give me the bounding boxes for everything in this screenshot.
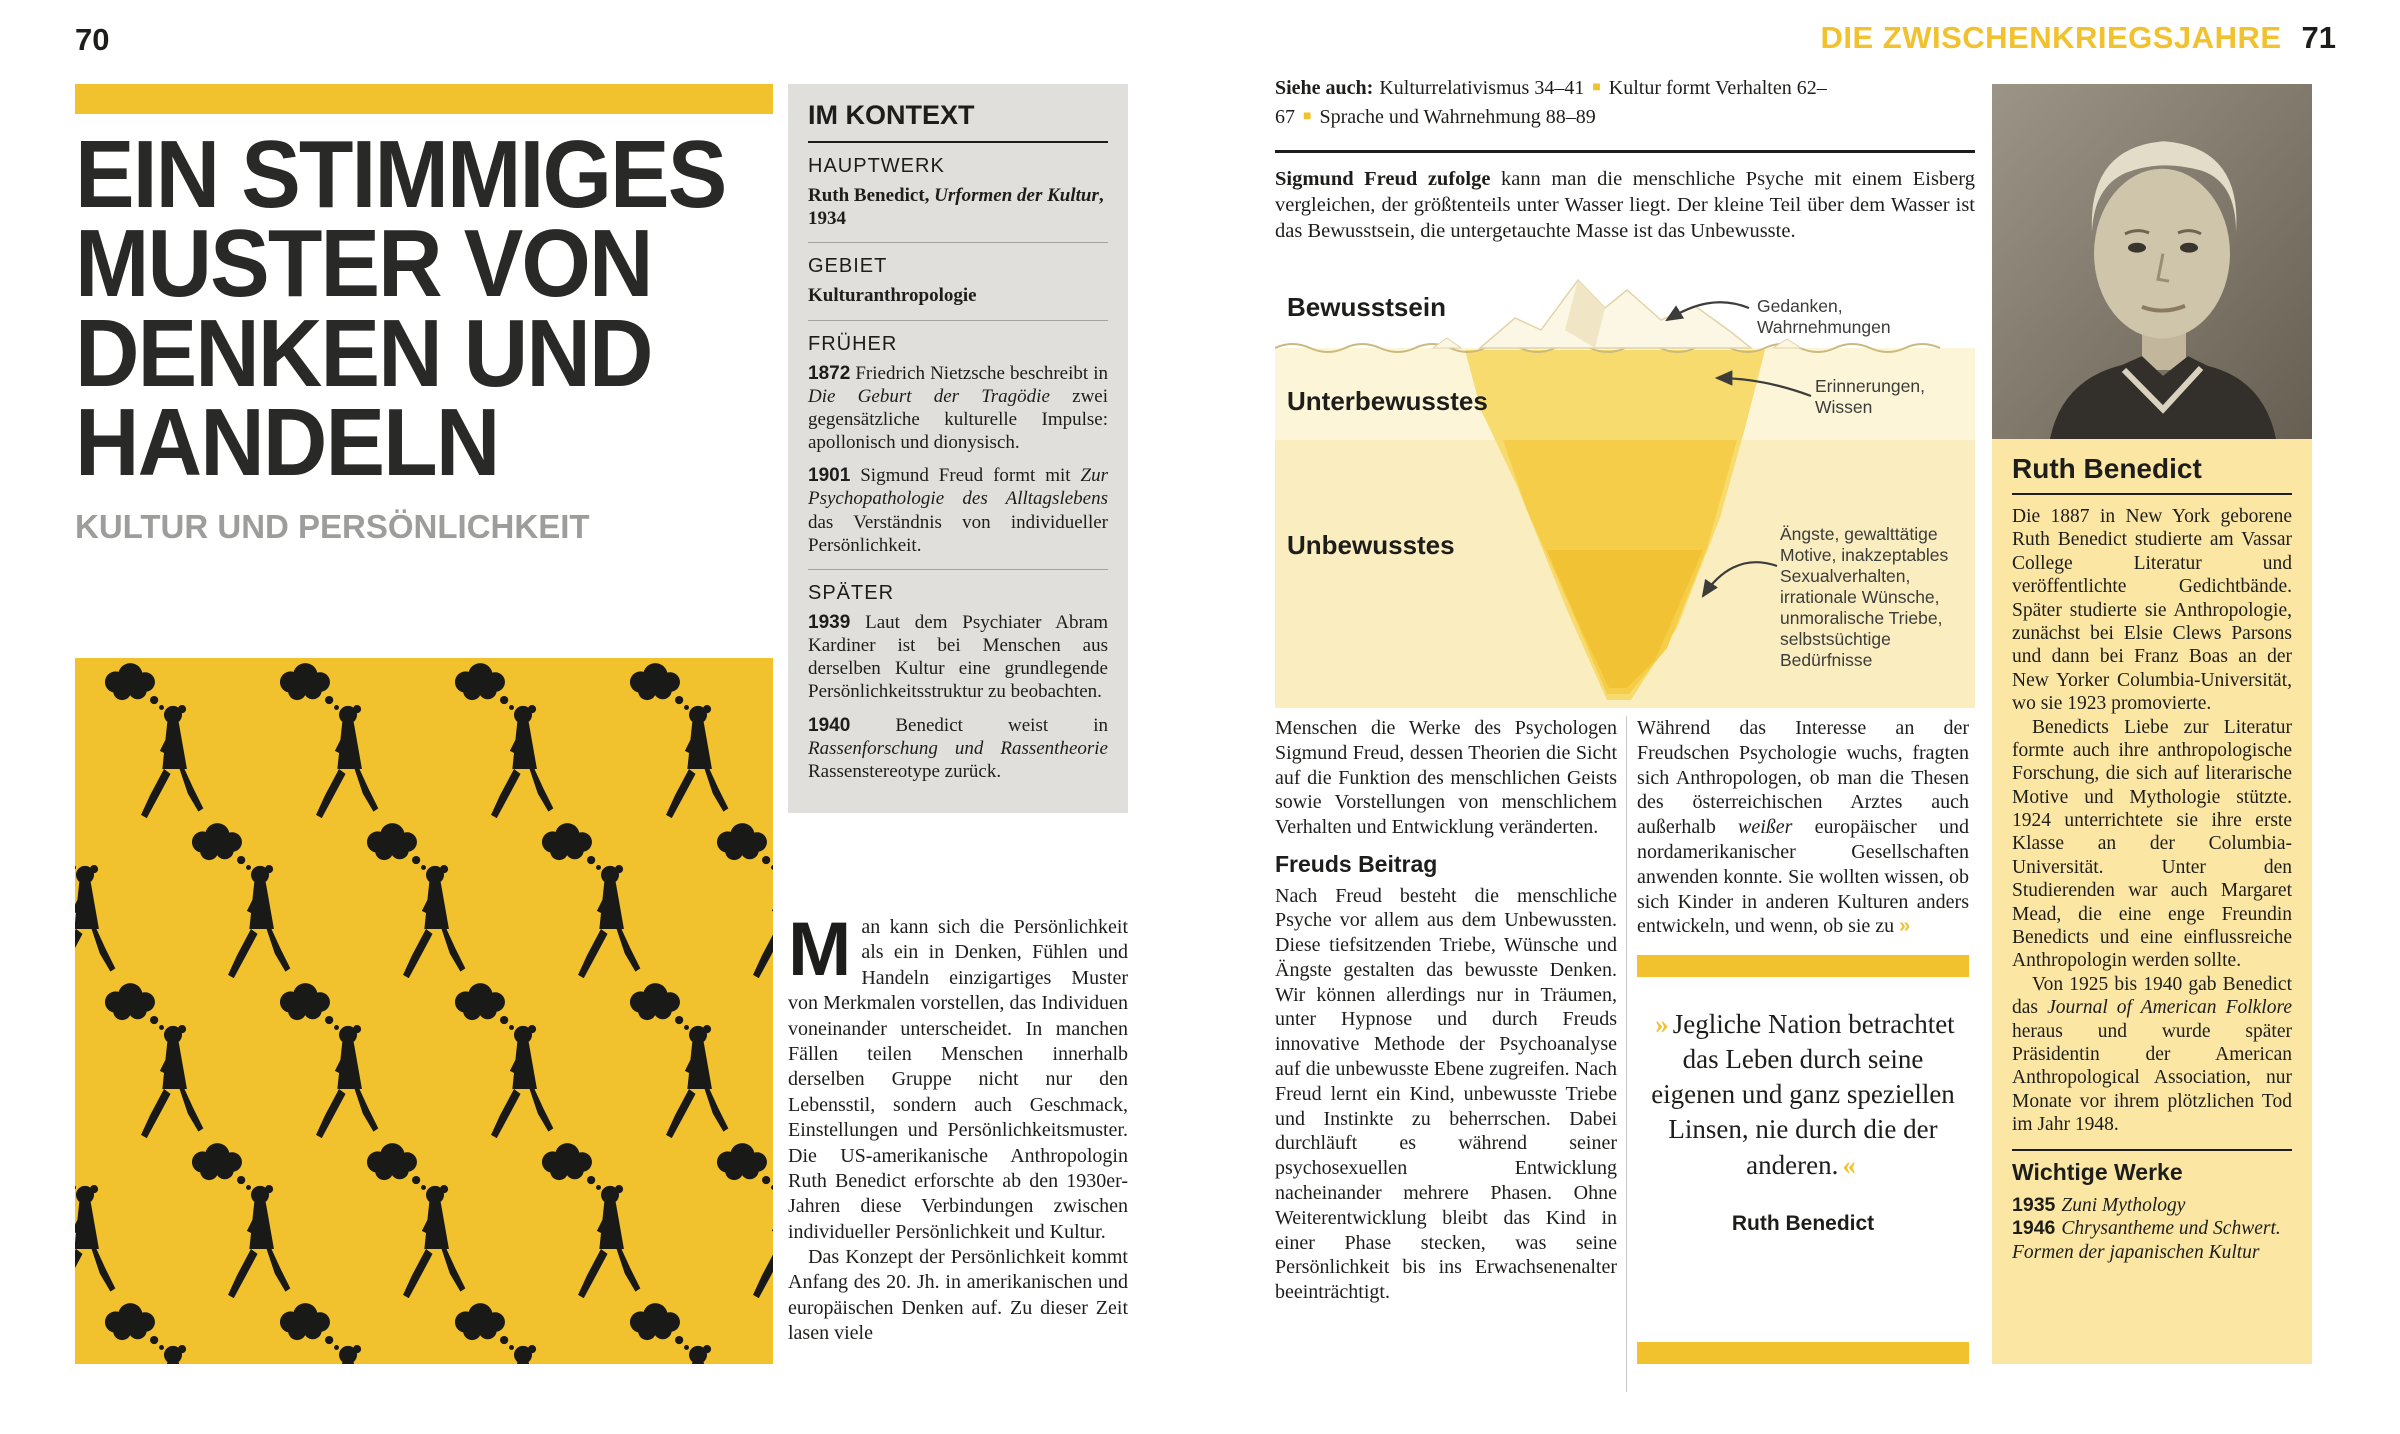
biography-sidebar (1992, 84, 2312, 1364)
works-title: Wichtige Werke (2012, 1158, 2183, 1185)
title-line: MUSTER VON (75, 210, 652, 318)
page-number: 70 (75, 22, 110, 57)
context-divider (808, 320, 1108, 321)
biography-name: Ruth Benedict (2012, 453, 2202, 484)
diagram-annotation: Ängste, gewalttätige Motive, inakzeptables Sexualverhalten, irrationale Wünsche, unmoralische Triebe, selbstsüchtige Bedürfnisse (1780, 524, 1949, 670)
title-line: HANDELN (75, 388, 499, 496)
context-box (788, 84, 1128, 813)
quote-attribution: Ruth Benedict (1731, 1211, 1875, 1235)
intro-lead: Sigmund Freud zufolge (1275, 168, 1491, 190)
diagram-label-unterbewusstes: Unterbewusstes (1287, 386, 1488, 416)
works-rule (2012, 1149, 2292, 1151)
context-section-label: HAUPTWERK (808, 155, 945, 177)
iceberg-diagram (1275, 268, 1975, 708)
see-also-label: Siehe auch: (1275, 77, 1374, 99)
diagram-label-bewusstsein: Bewusstsein (1287, 292, 1446, 322)
chapter-header (1820, 20, 2336, 56)
biography-content (1992, 439, 2312, 1265)
walking-figures-pattern (75, 658, 773, 1364)
drop-cap: M (788, 907, 852, 992)
diagram-label-unbewusstes: Unbewusstes (1287, 530, 1455, 560)
bullet-square-icon: ■ (1592, 80, 1601, 95)
article-subtitle: KULTUR UND PERSÖNLICHKEIT (75, 508, 590, 545)
see-also-item: Kulturrelativismus 34–41 (1379, 77, 1585, 99)
context-section-label: GEBIET (808, 255, 888, 278)
chapter-title: DIE ZWISCHENKRIEGSJAHRE (1820, 20, 2282, 55)
title-line: DENKEN UND (75, 299, 652, 407)
page-number: 71 (2301, 20, 2336, 55)
right-page (1200, 0, 2400, 1434)
diagram-annotation: Gedanken, Wahrnehmungen (1757, 296, 1891, 337)
see-also-references (1275, 74, 1935, 132)
context-entry-hauptwerk: Ruth Benedict, Urformen der Kultur, 1934 (808, 185, 1104, 230)
body-paragraph: Menschen die Werke des Psychologen Sigmund Freud, dessen Theorien die Sicht auf die Funktion des menschlichen Geists sowie Vorstellungen von menschlichem Verhalten und Entwicklung veränderten. (1275, 717, 1617, 839)
section-rule (1275, 150, 1975, 153)
context-section-label: SPÄTER (808, 581, 895, 604)
text-column-1 (1275, 716, 1617, 1305)
diagram-annotation: Erinnerungen, Wissen (1815, 376, 1925, 417)
context-entry-1940: 1940 Benedict weist in Rassenforschung und Rassentheorie Rassenstereotype zurück. (808, 714, 1108, 782)
quote-accent-bar-top (1637, 955, 1969, 977)
body-text-column (788, 907, 1128, 1347)
body-paragraph: Man kann sich die Persönlichkeit als ein in Denken, Fühlen und Handeln einzigartiges Muster von Merkmalen vorstellen, das Individuen voneinander unterscheidet. In manchen Fällen teilen Menschen innerhalb derselben Gruppe nicht nur den Lebensstil, sondern auch Geschmack, Einstellungen und Persönlichkeitsmuster. Die US-amerikanische Anthropologin Ruth Benedict erforschte ab den 1930er-Jahren diese Verbindungen zwischen individueller Persönlichkeit und Kultur. (788, 907, 1128, 1243)
column-divider (1626, 716, 1627, 1392)
quote-open-mark: » (1655, 1009, 1669, 1040)
context-divider (808, 569, 1108, 570)
biography-paragraph: Von 1925 bis 1940 gab Benedict das Journal of American Folklore heraus und wurde später Präsidentin der American Anthropological Association, nur Monate vor ihrem plötzlichen Tod im Jahr 1948. (2012, 973, 2292, 1136)
context-divider (808, 242, 1108, 243)
see-also-item: Sprache und Wahrnehmung 88–89 (1319, 106, 1596, 128)
body-paragraph: Das Konzept der Persönlichkeit kommt Anfang des 20. Jh. in amerikanischen und europäischen Denken auf. Zu dieser Zeit lasen viele (788, 1246, 1128, 1345)
quote-accent-bar-bottom (1637, 1342, 1969, 1364)
work-item: 1946 Chrysantheme und Schwert. Formen der japanischen Kultur (2012, 1217, 2281, 1264)
subsection-heading: Freuds Beitrag (1275, 850, 1438, 877)
context-entry-1939: 1939 Laut dem Psychiater Abram Kardiner ist bei Menschen aus derselben Kultur eine grundlegende Persönlichkeitsstruktur zu beobachten. (808, 611, 1108, 703)
pull-quote: » Jegliche Nation betrachtet das Leben durch seine eigenen und ganz speziellen Linsen, nie durch die der anderen. « (1651, 1009, 1955, 1180)
biography-paragraph: Benedicts Liebe zur Literatur formte auch ihre anthropologische Forschung, die sich auf literarische Motive und Mythologie stützte. 1924 unterrichtete sie ihre erste Klasse an der Columbia-Universität. Unter den Studierenden war auch Margaret Mead, die eine enge Freundin Benedicts und eine einflussreiche Anthropologin werden sollte. (2012, 716, 2292, 972)
title-accent-bar (75, 84, 773, 114)
continuation-mark: » (1899, 915, 1911, 938)
context-entry-1901: 1901 Sigmund Freud formt mit Zur Psychopathologie des Alltagslebens das Verständnis von individueller Persönlichkeit. (808, 465, 1108, 556)
portrait-graphic (1992, 84, 2312, 439)
bullet-square-icon: ■ (1303, 109, 1312, 124)
context-box-title: IM KONTEXT (808, 100, 1108, 143)
text-column-2 (1637, 716, 1969, 1392)
body-paragraph: Nach Freud besteht die menschliche Psyche vor allem aus dem Unbewussten. Diese tiefsitzenden Triebe, Wünsche und Ängste gestalten das bewusste Denken. Wir können allerdings nur in Träumen, unter Hypnose und durch Freuds innovative Methode der Psychoanalyse auf die unbewusste Ebene zugreifen. Nach Freud lernt ein Kind, unbewusste Triebe und Instinkte zu beherrschen. Dabei durchläuft es während seiner psychosexuellen Entwicklung nacheinander mehrere Phasen. Ohne Weiterentwicklung bleibt das Kind in einer Phase stecken, was seine Persönlichkeit bis ins Erwachsenenalter beeinträchtigt. (1275, 884, 1617, 1304)
title-line: EIN STIMMIGES (75, 121, 726, 228)
see-also-item: Kultur formt Verhalten 62–67 (1275, 77, 1827, 128)
context-entry-gebiet: Kulturanthropologie (808, 285, 977, 307)
context-entry-1872: 1872 Friedrich Nietzsche beschreibt in Die Geburt der Tragödie zwei gegensätzliche kulturelle Impulse: apollonisch und dionysisch. (808, 362, 1108, 454)
context-section-label: FRÜHER (808, 332, 898, 355)
biography-rule (2012, 493, 2292, 495)
article-title (75, 121, 782, 496)
work-item: 1935 Zuni Mythology (2012, 1193, 2186, 1216)
intro-paragraph: Sigmund Freud zufolge kann man die menschliche Psyche mit einem Eisberg vergleichen, der größtenteils unter Wasser liegt. Der kleine Teil über dem Wasser ist das Bewusstsein, die untergetauchte Masse ist das Unbewusste. (1275, 168, 1975, 243)
body-paragraph: Während das Interesse an der Freudschen Psychologie wuchs, fragten sich Anthropologen, ob man die Thesen des österreichischen Arztes auch außerhalb weißer europäischer und nordamerikanischer Gesellschaften anwenden konnte. Sie wollten wissen, ob sich Kinder in anderen Kulturen anders entwickeln, und wenn, ob sie zu » (1637, 717, 1969, 938)
walking-figures-illustration (75, 658, 773, 1364)
quote-close-mark: « (1842, 1149, 1856, 1180)
ruth-benedict-photo (1992, 84, 2312, 439)
biography-paragraph: Die 1887 in New York geborene Ruth Benedict studierte am Vassar College Literatur und veröffentlichte Gedichtbände. Später studierte sie Anthropologie, zunächst bei Elsie Clews Parsons und dann bei Franz Boas an der New Yorker Columbia-Universität, wo sie 1923 promovierte. (2012, 506, 2292, 715)
